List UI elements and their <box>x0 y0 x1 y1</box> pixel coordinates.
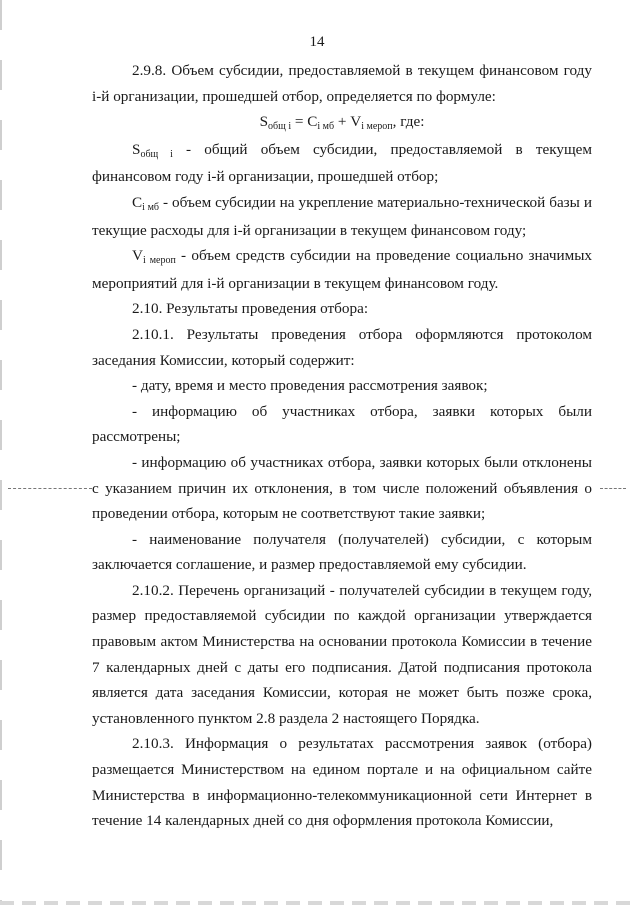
paragraph-2-10: 2.10. Результаты проведения отбора: <box>132 300 369 318</box>
definition-c <box>92 190 592 243</box>
document-body <box>92 58 592 834</box>
definition-v <box>92 243 592 296</box>
paragraph-2-10-3: 2.10.3. Информация о результатах рассмотрения заявок (отбора) размещается Министерством на едином портале и на официальном сайте Министерства в информационно-телекоммуникационной сети Интернет в течение 14 календарных дней со дня оформления протокола Комиссии, <box>92 735 592 830</box>
list-item-date-time-place: - дату, время и место проведения рассмотрения заявок; <box>132 377 488 395</box>
paragraph-2-10-1: 2.10.1. Результаты проведения отбора оформляются протоколом заседания Комиссии, который содержит: <box>92 325 592 369</box>
list-item-rejected-participants: - информацию об участниках отбора, заявки которых были отклонены с указанием причин их отклонения, в том числе положений объявления о проведении отбора, которым не соответствуют такие заявки; <box>92 453 592 523</box>
definition-s-text: - общий объем субсидии, предоставляемой в текущем финансовом году i-й организации, прошедшей отбор; <box>92 140 592 186</box>
formula-v-subscript: i мероп <box>361 121 393 133</box>
definition-s <box>92 137 592 190</box>
list-item-recipient-name: - наименование получателя (получателей) субсидии, с которым заключается соглашение, и размер предоставляемой ему субсидии. <box>92 530 592 574</box>
definition-c-text: - объем субсидии на укрепление материально-технической базы и текущие расходы для i-й организации в текущем финансовом году; <box>92 193 592 239</box>
definition-s-letter: S <box>132 140 141 158</box>
scan-bottom-edge <box>0 901 634 905</box>
page-number: 14 <box>309 34 325 50</box>
formula-v-part: + V <box>334 113 362 131</box>
formula-c-part: = C <box>291 113 318 131</box>
scan-artifact-line-left <box>8 488 92 489</box>
formula-tail: , где: <box>392 113 425 131</box>
definition-v-text: - объем средств субсидии на проведение социально значимых мероприятий для i-й организации в текущем финансовом году. <box>92 247 592 292</box>
formula-s-letter: S <box>259 113 269 131</box>
definition-c-letter: C <box>132 193 143 211</box>
definition-s-subscript: общ i <box>140 148 173 160</box>
paragraph-2-10-2: 2.10.2. Перечень организаций - получателей субсидии в текущем году, размер предоставляемой субсидии по каждой организации утверждается правовым актом Министерства на основании протокола Комиссии в течение 7 календарных дней с даты его подписания. Датой подписания протокола является дата заседания Комиссии, которая не может быть позже срока, установленного пунктом 2.8 раздела 2 настоящего Порядка. <box>92 581 592 727</box>
scan-artifact-line-right <box>600 488 626 489</box>
paragraph-2-9-8: 2.9.8. Объем субсидии, предоставляемой в текущем финансовом году i-й организации, прошедшей отбор, определяется по формуле: <box>92 62 592 105</box>
list-item-reviewed-participants: - информацию об участниках отбора, заявки которых были рассмотрены; <box>92 402 592 446</box>
scan-left-edge <box>0 0 2 905</box>
formula-c-subscript: i мб <box>317 121 335 133</box>
subsidy-formula <box>92 109 592 137</box>
definition-v-letter: V <box>132 247 143 265</box>
formula-s-subscript: общ i <box>268 121 292 133</box>
definition-c-subscript: i мб <box>142 201 160 213</box>
definition-v-subscript: i мероп <box>142 255 176 267</box>
